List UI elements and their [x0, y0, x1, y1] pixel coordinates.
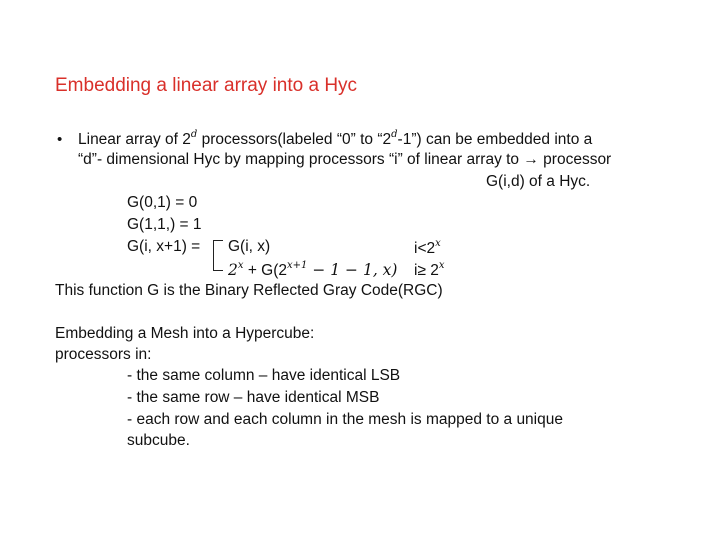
mesh-item-subcube-continued: subcube.	[127, 432, 190, 449]
para-line-1-a: Linear array of 2	[78, 131, 191, 148]
case-2-base: 2	[228, 261, 238, 279]
case-2-base-exponent: x	[237, 260, 244, 271]
mesh-item-subcube: - each row and each column in the mesh is mapped to a unique	[127, 411, 563, 428]
rgc-note: This function G is the Binary Reflected Gray Code(RGC)	[55, 282, 443, 299]
para-line-3: G(i,d) of a Hyc.	[486, 173, 591, 190]
case-1-condition-exponent: x	[435, 238, 441, 249]
case-1-condition-text: i<2	[414, 240, 436, 257]
case-2-condition	[414, 261, 445, 279]
para-line-1-b: processors(labeled “0” to “2	[197, 131, 392, 148]
case-2-condition-text: i≥ 2	[414, 262, 439, 279]
slide-title: Embedding a linear array into a Hyc	[55, 75, 358, 96]
para-line-1-c: -1”) can be embedded into a	[397, 131, 593, 148]
case-2-g-exponent: x+1	[287, 260, 308, 271]
bullet-icon: •	[57, 131, 63, 148]
para-line-1	[78, 130, 592, 148]
mesh-item-row: - the same row – have identical MSB	[127, 389, 380, 406]
case-2-tail: − 1 − 1, x)	[307, 261, 398, 279]
case-brace	[213, 240, 224, 271]
case-2-expression	[228, 261, 397, 279]
case-1-condition	[414, 239, 441, 257]
equation-g01: G(0,1) = 0	[127, 194, 198, 211]
equation-g11: G(1,1,) = 1	[127, 216, 202, 233]
case-1-expression: G(i, x)	[228, 238, 271, 255]
mesh-heading: Embedding a Mesh into a Hypercube:	[55, 325, 315, 342]
case-2-g: + G(2	[243, 262, 288, 279]
equation-gix-lhs: G(i, x+1) =	[127, 238, 201, 255]
para-line-2: “d”- dimensional Hyc by mapping processors “i” of linear array to → processor	[78, 151, 612, 168]
case-2-condition-exponent: x	[438, 260, 445, 271]
mesh-subheading: processors in:	[55, 346, 152, 363]
exponent-d-2: d	[391, 129, 398, 140]
exponent-d: d	[190, 129, 198, 140]
mesh-item-column: - the same column – have identical LSB	[127, 367, 401, 384]
